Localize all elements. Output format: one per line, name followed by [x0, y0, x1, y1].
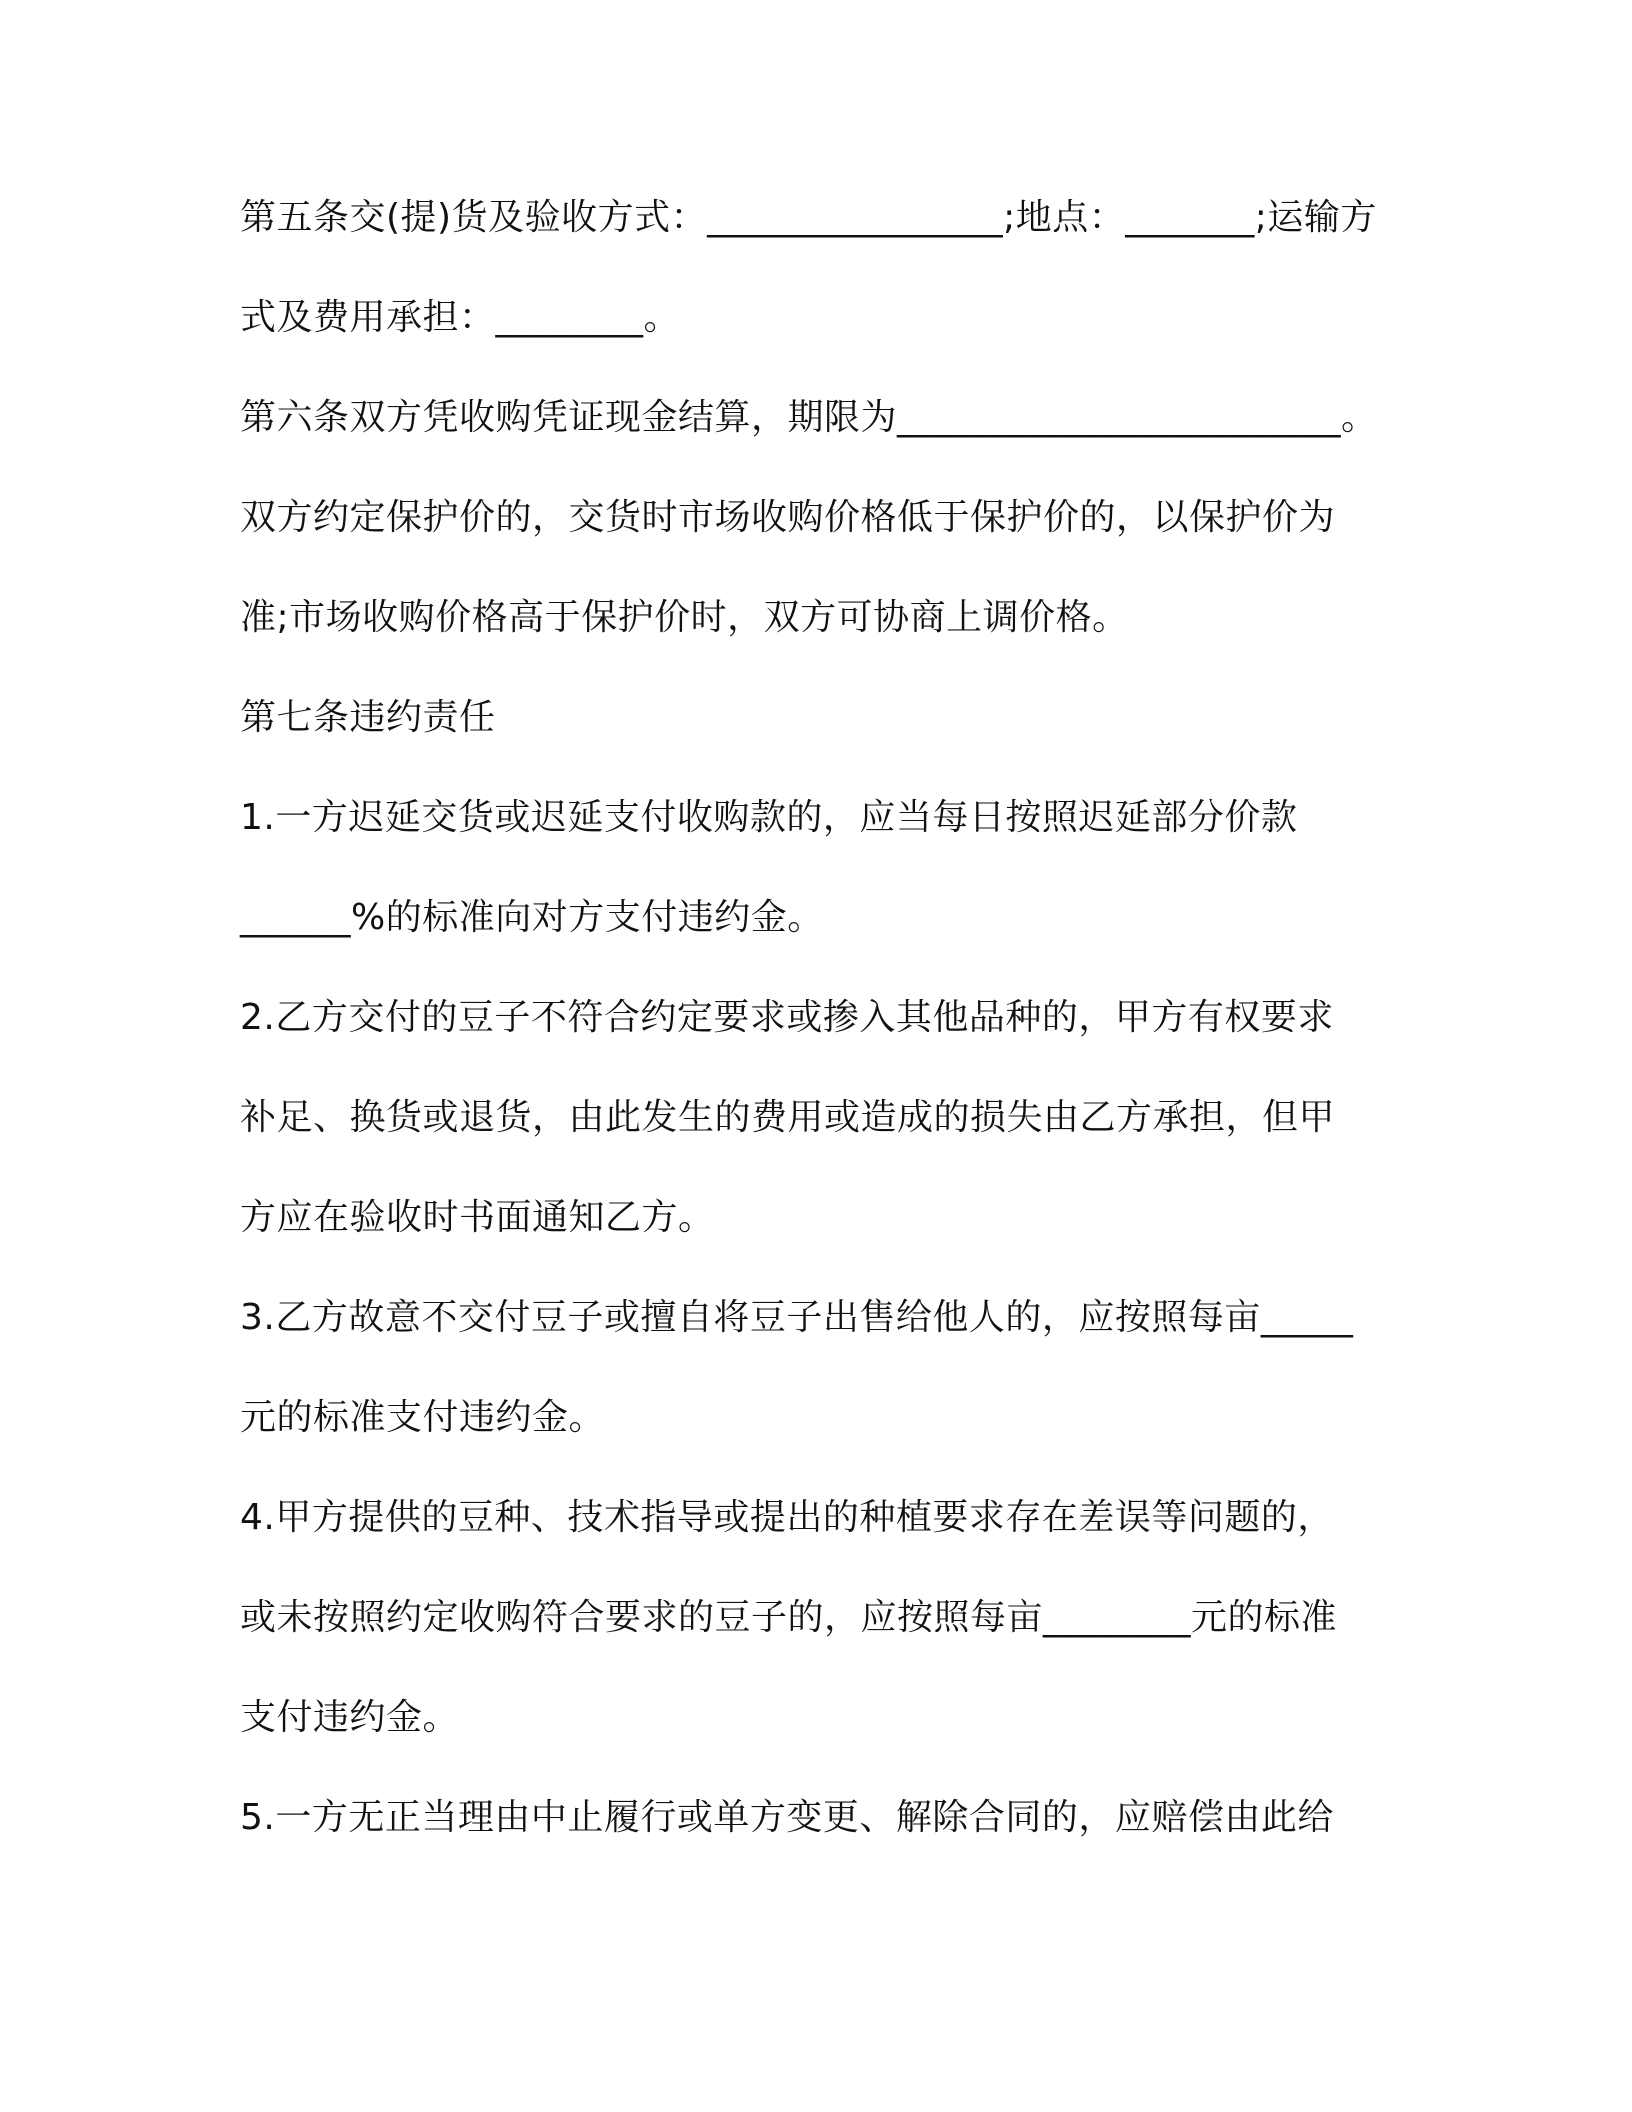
clause-1-line-1: 1.一方迟延交货或迟延支付收购款的，应当每日按照迟延部分价款	[240, 797, 1298, 838]
clause-3-line-1: 3.乙方故意不交付豆子或擅自将豆子出售给他人的，应按照每亩_____	[240, 1297, 1354, 1338]
clause-4-line-3: 支付违约金。	[240, 1697, 460, 1738]
clause-3-line-2: 元的标准支付违约金。	[240, 1397, 606, 1438]
article-5-line-1: 第五条交(提)货及验收方式：________________;地点：_______;运输方	[240, 197, 1377, 238]
clause-2-line-3: 方应在验收时书面通知乙方。	[240, 1197, 715, 1238]
clause-2-line-1: 2.乙方交付的豆子不符合约定要求或掺入其他品种的，甲方有权要求	[240, 997, 1334, 1038]
clause-5-line-1: 5.一方无正当理由中止履行或单方变更、解除合同的，应赔偿由此给	[240, 1797, 1334, 1838]
article-5-line-2: 式及费用承担：________。	[240, 297, 681, 338]
article-6-line-3: 准;市场收购价格高于保护价时，双方可协商上调价格。	[240, 597, 1129, 638]
clause-4-line-2: 或未按照约定收购符合要求的豆子的，应按照每亩________元的标准	[240, 1597, 1338, 1638]
article-6-line-1: 第六条双方凭收购凭证现金结算，期限为________________________。	[240, 397, 1378, 438]
article-6-line-2: 双方约定保护价的，交货时市场收购价格低于保护价的，以保护价为	[240, 497, 1336, 538]
clause-2-line-2: 补足、换货或退货，由此发生的费用或造成的损失由乙方承担，但甲	[240, 1097, 1336, 1138]
clause-1-line-2: ______%的标准向对方支付违约金。	[240, 897, 824, 938]
article-7-heading: 第七条违约责任	[240, 697, 496, 738]
clause-4-line-1: 4.甲方提供的豆种、技术指导或提出的种植要求存在差误等问题的，	[240, 1497, 1334, 1538]
